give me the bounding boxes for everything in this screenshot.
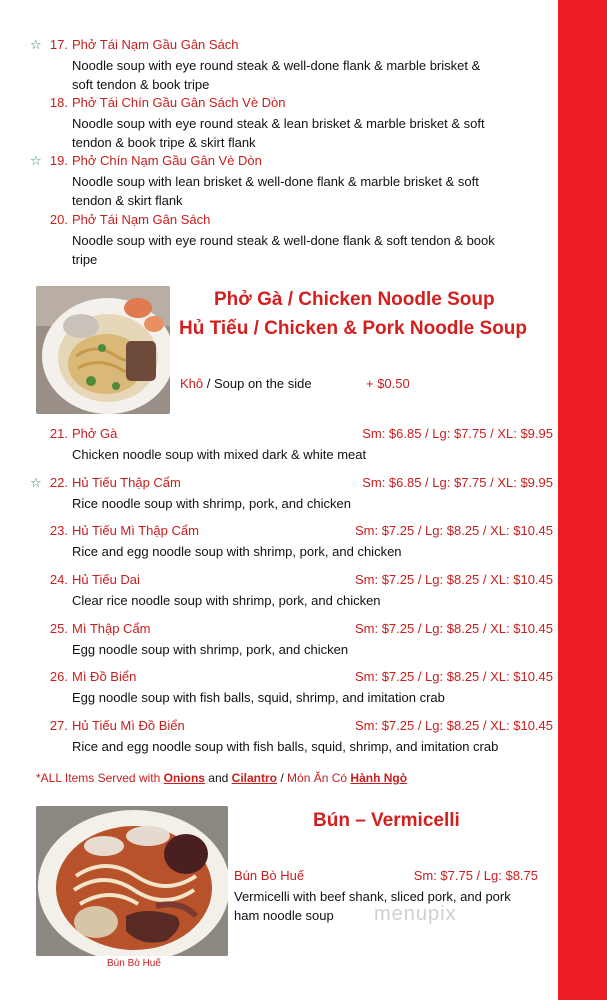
menu-item-description — [72, 542, 558, 561]
note-viet: Món Ăn Có — [287, 771, 351, 785]
bun-bo-hue-price: Sm: $7.75 / Lg: $8.75 — [413, 868, 538, 883]
menu-item-description — [72, 56, 558, 94]
bun-bo-hue-caption: Bún Bò Huế — [107, 958, 161, 969]
menu-item-name: Phở Tái Nạm Gầu Gân Sách — [72, 37, 239, 52]
chicken-noodle-photo — [36, 286, 170, 414]
menu-item-number: 18. — [49, 95, 68, 110]
menu-item-description-line: Rice and egg noodle soup with shrimp, pork, and chicken — [72, 544, 402, 559]
menu-item-number: 22. — [49, 475, 68, 490]
menu-item-number: 23. — [49, 523, 68, 538]
menu-item-name: Hủ Tiếu Dai — [72, 572, 140, 587]
menu-item-name: Phở Chín Nạm Gầu Gân Vè Dòn — [72, 153, 262, 168]
menu-item — [30, 523, 558, 561]
menu-item — [30, 669, 558, 707]
menu-item-name: Phở Tái Nạm Gân Sách — [72, 212, 211, 227]
bun-bo-hue-description-line: ham noodle soup — [234, 908, 334, 923]
menu-item — [30, 212, 558, 269]
menu-item-price: Sm: $7.25 / Lg: $8.25 / XL: $10.45 — [354, 669, 553, 684]
menu-item-price: Sm: $7.25 / Lg: $8.25 / XL: $10.45 — [354, 621, 553, 636]
right-red-bar — [558, 0, 607, 1000]
menu-item-price: Sm: $6.85 / Lg: $7.75 / XL: $9.95 — [362, 426, 553, 441]
menu-item-header — [30, 669, 558, 688]
menu-item-name: Hủ Tiếu Mì Đồ Biển — [72, 718, 185, 733]
menu-item-header — [30, 718, 558, 737]
menu-item-price: Sm: $7.25 / Lg: $8.25 / XL: $10.45 — [354, 718, 553, 733]
menu-item-header — [30, 475, 558, 494]
menu-item-header — [30, 212, 558, 231]
menu-item-number: 25. — [49, 621, 68, 636]
menu-item-header — [30, 621, 558, 640]
menu-item-number: 21. — [49, 426, 68, 441]
menu-item-description — [72, 445, 558, 464]
menu-item-description-line: Rice noodle soup with shrimp, pork, and chicken — [72, 496, 351, 511]
note-prefix: *ALL Items Served with — [36, 771, 164, 785]
menu-item-description — [72, 231, 558, 269]
menu-item-description — [72, 114, 558, 152]
menu-item-name: Phở Tái Chín Gầu Gân Sách Vè Dòn — [72, 95, 286, 110]
menu-item-description-line: Chicken noodle soup with mixed dark & white meat — [72, 447, 367, 462]
menu-item — [30, 621, 558, 659]
star-icon: ☆ — [30, 153, 42, 168]
note-hanh-ngo: Hành Ngò — [350, 771, 408, 785]
menu-item-description-line: soft tendon & book tripe — [72, 77, 210, 92]
menu-item-number: 19. — [49, 153, 68, 168]
bun-bo-hue-description-line: Vermicelli with beef shank, sliced pork, and pork — [234, 889, 511, 904]
kho-description: / Soup on the side — [203, 376, 312, 391]
menu-item-description-line: Noodle soup with eye round steak & lean brisket & marble brisket & soft — [72, 116, 485, 131]
note-cilantro: Cilantro — [231, 771, 278, 785]
menu-item — [30, 475, 558, 513]
menu-item-header — [30, 572, 558, 591]
menu-item — [30, 37, 558, 94]
menu-item-price: Sm: $6.85 / Lg: $7.75 / XL: $9.95 — [362, 475, 553, 490]
menu-item-name: Mì Đồ Biển — [72, 669, 137, 684]
menu-item-description-line: Clear rice noodle soup with shrimp, pork, and chicken — [72, 593, 381, 608]
menu-item-description-line: Noodle soup with eye round steak & well-done flank & marble brisket & — [72, 58, 481, 73]
menu-item-header — [30, 426, 558, 445]
menu-item — [30, 95, 558, 152]
menupix-watermark: menupix — [374, 903, 457, 925]
menu-item-price: Sm: $7.25 / Lg: $8.25 / XL: $10.45 — [354, 523, 553, 538]
served-with-note — [36, 771, 407, 785]
menu-item-header — [30, 37, 558, 56]
menu-item-description-line: Egg noodle soup with fish balls, squid, shrimp, and imitation crab — [72, 690, 445, 705]
kho-label: Khô — [180, 376, 204, 391]
menu-item-name: Mì Thập Cẩm — [72, 621, 151, 636]
menu-item-description-line: Egg noodle soup with shrimp, pork, and chicken — [72, 642, 349, 657]
star-icon: ☆ — [30, 475, 42, 490]
menu-item-name: Hủ Tiếu Mì Thập Cẩm — [72, 523, 199, 538]
kho-option — [180, 376, 312, 391]
menu-item-name: Phở Gà — [72, 426, 118, 441]
menu-item-number: 20. — [49, 212, 68, 227]
menu-item-description — [72, 494, 558, 513]
menu-item — [30, 153, 558, 210]
menu-item-number: 24. — [49, 572, 68, 587]
menu-item-description-line: Noodle soup with eye round steak & well-done flank & soft tendon & book — [72, 233, 495, 248]
menu-item-price: Sm: $7.25 / Lg: $8.25 / XL: $10.45 — [354, 572, 553, 587]
menu-item-header — [30, 95, 558, 114]
menu-item-description-line: Noodle soup with lean brisket & well-done flank & marble brisket & soft — [72, 174, 479, 189]
menu-item-description — [72, 688, 558, 707]
kho-price: + $0.50 — [366, 376, 410, 391]
bun-bo-hue-name: Bún Bò Huế — [234, 868, 305, 883]
bun-section-title: Bún – Vermicelli — [313, 810, 460, 831]
chicken-section-title-1: Phở Gà / Chicken Noodle Soup — [214, 289, 495, 310]
menu-item-number: 26. — [49, 669, 68, 684]
menu-item — [30, 572, 558, 610]
menu-item-number: 17. — [49, 37, 68, 52]
menu-item-description — [72, 172, 558, 210]
note-slash: / — [277, 771, 288, 785]
star-icon: ☆ — [30, 37, 42, 52]
bun-bo-hue-photo — [36, 806, 228, 956]
menu-item-description — [72, 640, 558, 659]
menu-item — [30, 718, 558, 756]
menu-item-description-line: tendon & book tripe & skirt flank — [72, 135, 256, 150]
menu-item-header — [30, 523, 558, 542]
menu-item-header — [30, 153, 558, 172]
menu-item-description — [72, 737, 558, 756]
menu-item-description-line: tripe — [72, 252, 98, 267]
note-and: and — [204, 771, 232, 785]
menu-item — [30, 426, 558, 464]
menu-item-description-line: tendon & skirt flank — [72, 193, 183, 208]
menu-item-name: Hủ Tiếu Thập Cẩm — [72, 475, 181, 490]
menu-item-description — [72, 591, 558, 610]
menu-item-number: 27. — [49, 718, 68, 733]
chicken-section-title-2: Hủ Tiếu / Chicken & Pork Noodle Soup — [179, 318, 528, 339]
menu-item-description-line: Rice and egg noodle soup with fish balls, squid, shrimp, and imitation crab — [72, 739, 499, 754]
note-onions: Onions — [163, 771, 205, 785]
